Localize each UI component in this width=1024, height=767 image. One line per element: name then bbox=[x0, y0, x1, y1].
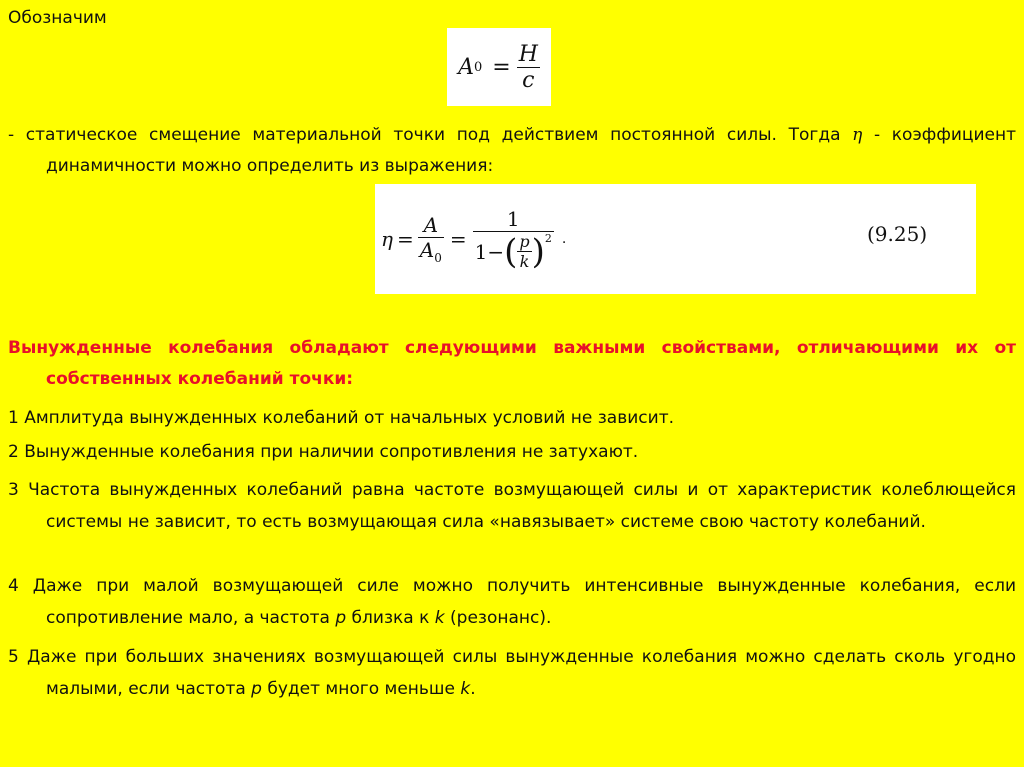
property-text: 2 Вынужденные колебания при наличии сопротивления не затухают. bbox=[8, 442, 639, 462]
intro-label: Обозначим bbox=[8, 8, 107, 28]
formula2-inner-fraction bbox=[517, 232, 531, 271]
properties-heading: Вынужденные колебания обладают следующими важными свойствами, отличающими их от собственных колебаний точки: bbox=[8, 338, 1016, 389]
property-symbol: p bbox=[335, 608, 347, 628]
property-symbol: k bbox=[460, 679, 471, 699]
property-text: . bbox=[470, 679, 476, 699]
formula1-denominator: c bbox=[522, 67, 535, 93]
formula1-lhs-sup: 0 bbox=[473, 59, 483, 75]
formula1-numerator: H bbox=[518, 41, 538, 67]
property-symbol: p bbox=[251, 679, 262, 699]
formula1-lhs: A bbox=[458, 54, 474, 80]
formula2-main-numerator: 1 bbox=[506, 207, 520, 231]
property-item bbox=[8, 474, 1016, 538]
formula2-fraction-ratio bbox=[418, 213, 444, 265]
formula-static-displacement bbox=[447, 28, 551, 106]
formula2-ratio-denominator bbox=[418, 238, 444, 265]
property-item bbox=[8, 570, 1016, 634]
paragraph1-text-before: - статическое смещение материальной точки под действием постоянной силы. Тогда bbox=[8, 125, 853, 145]
formula2-ratio-numerator: A bbox=[423, 213, 439, 237]
formula2-equals: = bbox=[396, 227, 414, 251]
formula1-equals: = bbox=[492, 54, 511, 80]
property-text: (резонанс). bbox=[444, 608, 552, 628]
eta-symbol: η bbox=[852, 125, 863, 145]
formula2-inner-numerator: p bbox=[519, 232, 530, 251]
formula2-equals-second: = bbox=[449, 227, 467, 251]
formula2-right-paren: ) bbox=[531, 231, 545, 272]
property-item bbox=[8, 641, 1016, 705]
formula2-exponent: 2 bbox=[544, 232, 552, 245]
property-text: близка к bbox=[346, 608, 435, 628]
formula2-main-denominator bbox=[473, 232, 554, 271]
property-text: 4 Даже при малой возмущающей силе можно получить интенсивные вынужденные колебания, если сопротивление мало, а частота bbox=[8, 576, 1016, 628]
formula2-ratio-den-letter: A bbox=[419, 238, 435, 262]
property-text: 3 Частота вынужденных колебаний равна частоте возмущающей силы и от характеристик колеблющейся системы не зависит, то есть возмущающая сила «навязывает» системе свою частоту колебаний. bbox=[8, 480, 1016, 532]
formula2-fraction-main bbox=[473, 207, 554, 271]
property-item bbox=[8, 402, 1016, 434]
paragraph-static-displacement bbox=[8, 120, 1016, 182]
formula2-eta: η bbox=[381, 227, 393, 251]
formula2-inner-denominator: k bbox=[519, 252, 530, 271]
formula1-fraction bbox=[517, 42, 540, 93]
property-symbol: k bbox=[434, 608, 445, 628]
formula2-period: . bbox=[561, 231, 567, 247]
formula2-one-minus: 1− bbox=[474, 239, 505, 264]
formula2-left-paren: ( bbox=[504, 231, 518, 272]
property-text: будет много меньше bbox=[261, 679, 461, 699]
formula-dynamic-coefficient bbox=[375, 184, 976, 294]
property-text: 1 Амплитуда вынужденных колебаний от начальных условий не зависит. bbox=[8, 408, 674, 428]
property-text: 5 Даже при больших значениях возмущающей силы вынужденные колебания можно сделать сколь угодно малыми, если частота bbox=[8, 647, 1016, 699]
equation-number: (9.25) bbox=[867, 222, 928, 246]
property-item bbox=[8, 436, 1016, 468]
formula2-ratio-den-sub: 0 bbox=[434, 251, 442, 265]
paragraph1-text-after: - коэффициент динамичности можно определить из выражения: bbox=[46, 125, 1016, 176]
